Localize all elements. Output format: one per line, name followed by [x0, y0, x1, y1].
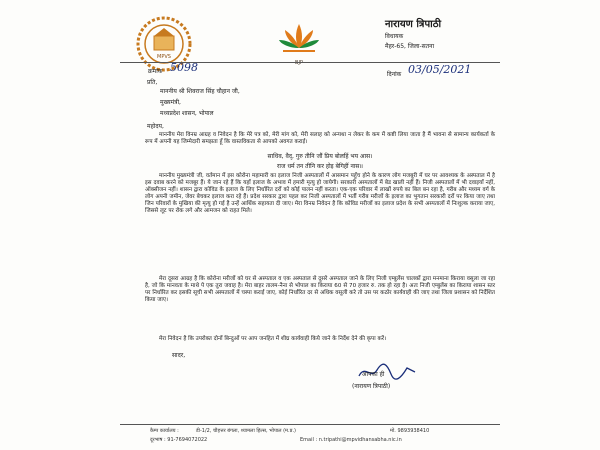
footer-mobile: मो. 9893938410	[390, 428, 430, 434]
sender-designation: विधायक	[385, 33, 404, 40]
couplet-line-2: राज धर्म तन तीनि कर होइ बेगिहीं नास॥	[276, 163, 364, 170]
signoff-line-2: (नारायण त्रिपाठी)	[352, 383, 391, 390]
footer-divider	[120, 424, 500, 425]
sender-constituency: मैहर-65, जिला-सतना	[385, 43, 434, 50]
sender-block	[385, 16, 495, 50]
intro-paragraph: माननीय मेरा विनम्र आग्रह व निवेदन है कि मेरे पत्र को, मेरी मांग को, मेरी सलाह को अन्यथा न लेकर के कम में कष्टी लिया जाता है मैं भावना से सामान्य कार्यकर्ता के रूप में अपनी यह जिम्मेदारी समझता हूँ कि वास्तविकता से आपको अवगत कराई।	[145, 132, 495, 146]
footer-phone: दूरभाष : 91-7694072022	[150, 437, 208, 443]
prati-label: प्रति,	[147, 79, 158, 86]
date-value: 03/05/2021	[408, 63, 472, 76]
sender-name: नारायण त्रिपाठी	[385, 19, 442, 30]
closing-request: मेरा निवेदन है कि उपरोक्त दोनों बिन्दुओं पर आप जनहित में शीघ्र कार्यवाही किये जाने के निर्देश देने की कृपा करें।	[159, 336, 387, 342]
regards: सादर,	[172, 352, 186, 359]
signoff-line-1: आपका ही	[362, 371, 385, 378]
couplet-line-1: साधिव, वैद्, गुरु तीनि जौं प्रिय बोलहिं भय आस।	[267, 153, 373, 160]
recipient-line-1: माननीय श्री शिवराज सिंह चौहान जी,	[160, 88, 240, 95]
footer-email: Email : n.tripathi@mpvidhansabha.nic.in	[300, 437, 402, 443]
recipient-line-3: मध्यप्रदेश शासन, भोपाल	[160, 110, 214, 117]
salutation: महोदय,	[147, 123, 164, 130]
footer-office-label: कैम्प कार्यालय :	[150, 428, 179, 434]
ref-number: 5098	[170, 61, 198, 74]
recipient-line-2: मुख्यमंत्री,	[160, 99, 181, 106]
date-label: दिनांक	[387, 71, 402, 78]
ref-label: क्रमांक	[148, 68, 163, 75]
lotus-icon	[277, 18, 321, 58]
paragraph-2: मेरा दूसरा आग्रह है कि कोरोना मरीजों को घर से अस्पताल व एक अस्पताल से दूसरे अस्पताल जाने के लिए निजी एम्बुलेंस चालकों द्वारा मनमाना किराया वसूला जा रहा है, जो कि मानवता के माथे पे एक तुरा जवाह है। मेरा बाहर तालम-नैना से भोपाल का किराया 60 से 70 हजार रु. तक हो रहा है। अतः निजी एम्बुलेंस का किराया शासन स्तर पर निर्धारित कर इसकी सूची सभी अस्पतालों में चस्पा कराई जाए, कोई निर्धारित दर से अधिक वसूली करे तो उस पर कठोर कार्यवाही की जाए तथा जिला प्रशासन को निर्देशित किया जाए।	[145, 276, 495, 304]
party-caption: BJP	[295, 60, 303, 66]
seal-text: MPVS	[157, 54, 171, 60]
footer-office-address: डी-1/2, चौहत्तर बंगला, श्यामला हिल्स, भोपाल (म.प्र.)	[196, 428, 296, 434]
paragraph-1: माननीय मुख्यमंत्री जी, वर्तमान में इस कोरोना महामारी का इलाज निजी अस्पतालों में आसमान पहुँच होने के कारण लोग मजबूरी में घर पर आवश्यक के अस्पताल में है इस दवाब करने को मजबूर हैं। ये जान रहे हैं कि यहाँ इलाज के अभाव में हमारी मृत्यु हो जायेगी। सरकारी अस्पतालों में बेड खाली नहीं हैं। निजी अस्पतालों में भी दवाइयाँ नहीं, ऑक्सीजन नहीं। शासन द्वारा कोविड के इलाज के लिए निर्धारित दरों को कोई पालन नहीं करता। एक-एक परिवार में लाखों रुपये का बिल बन रहा है, गरीब और मध्यम वर्ग के लोग अपनी जमीन, जेवर बेचकर इलाज करा रहे हैं। प्रदेश सरकार द्वारा पहल कर निजी अस्पतालों में भर्ती गरीब मरीजों के इलाज का भुगतान सरकारी दरों पर किया जाए तथा जिन परिवारों के मुखिया की मृत्यु हो गई है उन्हें आर्थिक सहायता दी जाए। मेरा विनम्र निवेदन है कि कोविड मरीजों का इलाज प्रदेश के सभी अस्पतालों में निःशुल्क कराया जाए, जिससे लूट पर रोक लगे और आमजन को राहत मिले।	[145, 173, 495, 215]
